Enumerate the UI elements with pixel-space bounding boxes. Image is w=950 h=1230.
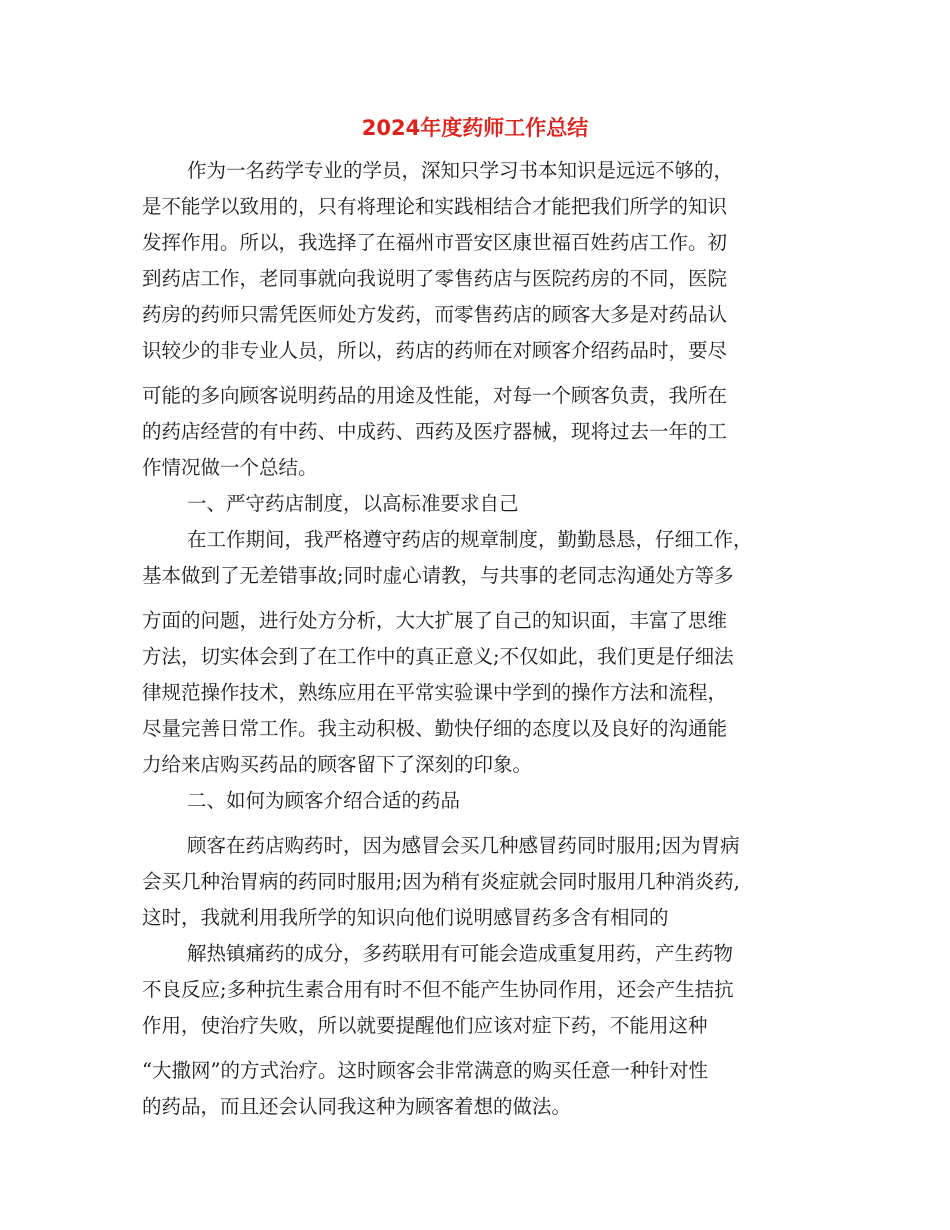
text-line: 到药店工作，老同事就向我说明了零售药店与医院药房的不同，医院 bbox=[142, 267, 728, 290]
document-title: 2024年度药师工作总结 bbox=[361, 116, 589, 140]
text-line: 尽量完善日常工作。我主动积极、勤快仔细的态度以及良好的沟通能 bbox=[142, 717, 728, 740]
text-line: 会买几种治胃病的药同时服用;因为稍有炎症就会同时服用几种消炎药, bbox=[142, 870, 740, 893]
text-line: 作为一名药学专业的学员，深知只学习书本知识是远远不够的， bbox=[187, 159, 734, 182]
text-line: 识较少的非专业人员，所以，药店的药师在对顾客介绍药品时，要尽 bbox=[142, 339, 728, 362]
text-line: 方法，切实体会到了在工作中的真正意义;不仅如此，我们更是仔细法 bbox=[142, 645, 734, 668]
text-line: 方面的问题，进行处方分析，大大扩展了自己的知识面，丰富了思维 bbox=[142, 609, 728, 632]
text-line: 可能的多向顾客说明药品的用途及性能，对每一个顾客负责，我所在 bbox=[142, 384, 728, 407]
text-line: 作情况做一个总结。 bbox=[142, 456, 318, 479]
text-line: 的药品，而且还会认同我这种为顾客着想的做法。 bbox=[142, 1095, 572, 1118]
text-line: 律规范操作技术，熟练应用在平常实验课中学到的操作方法和流程， bbox=[142, 681, 728, 704]
text-line: 这时，我就利用我所学的知识向他们说明感冒药多含有相同的 bbox=[142, 906, 669, 929]
section-heading: 一、严守药店制度，以高标准要求自己 bbox=[187, 492, 519, 515]
text-line: 基本做到了无差错事故;同时虚心请教，与共事的老同志沟通处方等多 bbox=[142, 564, 734, 587]
text-line: 在工作期间，我严格遵守药店的规章制度，勤勤恳恳，仔细工作， bbox=[187, 528, 753, 551]
text-line: 发挥作用。所以，我选择了在福州市晋安区康世福百姓药店工作。初 bbox=[142, 231, 728, 254]
text-line: 的药店经营的有中药、中成药、西药及医疗器械，现将过去一年的工 bbox=[142, 420, 728, 443]
text-line: 解热镇痛药的成分，多药联用有可能会造成重复用药，产生药物 bbox=[187, 942, 734, 965]
text-line: 不良反应;多种抗生素合用有时不但不能产生协同作用，还会产生拮抗 bbox=[142, 978, 734, 1001]
text-line: 是不能学以致用的，只有将理论和实践相结合才能把我们所学的知识 bbox=[142, 195, 728, 218]
text-line: 作用，使治疗失败，所以就要提醒他们应该对症下药，不能用这种 bbox=[142, 1014, 708, 1037]
text-line: 药房的药师只需凭医师处方发药，而零售药店的顾客大多是对药品认 bbox=[142, 303, 728, 326]
text-line: “大撒网”的方式治疗。这时顾客会非常满意的购买任意一种针对性 bbox=[142, 1059, 708, 1082]
section-heading: 二、如何为顾客介绍合适的药品 bbox=[187, 789, 461, 812]
text-line: 顾客在药店购药时，因为感冒会买几种感冒药同时服用;因为胃病 bbox=[187, 834, 740, 857]
text-line: 力给来店购买药品的顾客留下了深刻的印象。 bbox=[142, 753, 533, 776]
